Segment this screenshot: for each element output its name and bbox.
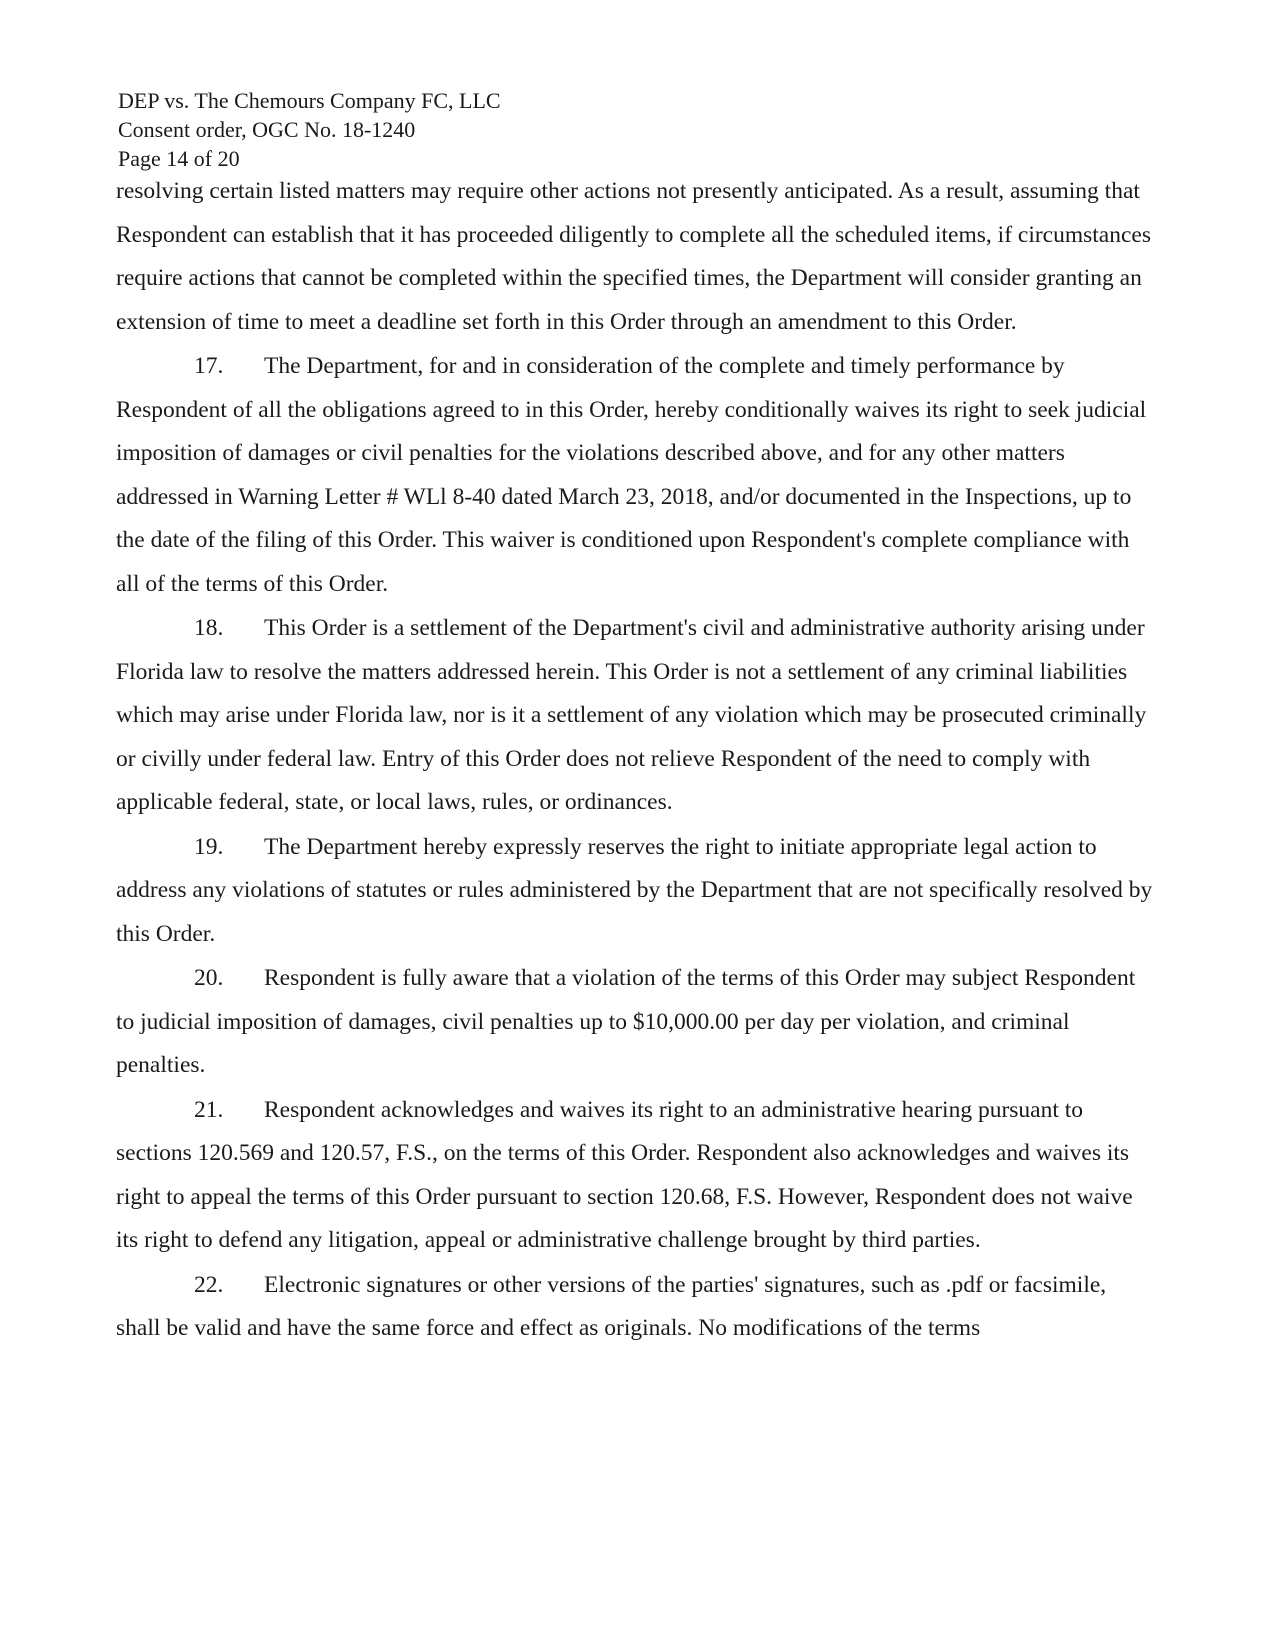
paragraph-text: This Order is a settlement of the Department's civil and administrative authority arising under Florida law to resolve the matters addressed herein. This Order is not a settlement of any criminal liabilities which may arise under Florida law, nor is it a settlement of any violation which may be prosecuted criminally or civilly under federal law. Entry of this Order does not relieve Respondent of the need to comply with applicable federal, state, or local laws, rules, or ordinances. [116, 615, 1147, 815]
paragraph-18 [116, 607, 1156, 825]
paragraph-text: The Department hereby expressly reserves the right to initiate appropriate legal action to address any violations of statutes or rules administered by the Department that are not specifically resolved by this Order. [116, 833, 1153, 947]
paragraph-number: 19. [194, 833, 224, 860]
paragraph-text: Respondent is fully aware that a violation of the terms of this Order may subject Respondent to judicial imposition of damages, civil penalties up to $10,000.00 per day per violation, and criminal penalties. [116, 965, 1136, 1078]
document-body [116, 170, 1156, 1351]
case-caption: DEP vs. The Chemours Company FC, LLC [118, 88, 501, 113]
continuation-paragraph: resolving certain listed matters may require other actions not presently anticipated. As a result, assuming that Respondent can establish that it has proceeded diligently to complete all the scheduled items, if circumstances require actions that cannot be completed within the specified times, the Department will consider granting an extension of time to meet a deadline set forth in this Order through an amendment to this Order. [116, 178, 1151, 335]
paragraph-number: 17. [194, 353, 224, 379]
paragraph-number: 21. [194, 1096, 224, 1123]
paragraph-number: 20. [194, 965, 224, 991]
document-header [118, 86, 501, 173]
paragraph-22 [116, 1264, 1156, 1351]
order-number: Consent order, OGC No. 18-1240 [118, 117, 416, 142]
paragraph-number: 18. [194, 615, 224, 641]
paragraph-text: Electronic signatures or other versions of the parties' signatures, such as .pdf or facsimile, shall be valid and have the same force and effect as originals. No modifications of the terms [116, 1271, 1107, 1341]
paragraph-text: Respondent acknowledges and waives its right to an administrative hearing pursuant to sections 120.569 and 120.57, F.S., on the terms of this Order. Respondent also acknowledges and waives its right to appeal the terms of this Order pursuant to section 120.68, F.S. However, Respondent does not waive its right to defend any litigation, appeal or administrative challenge brought by third parties. [116, 1096, 1133, 1253]
paragraph-17 [116, 345, 1156, 606]
paragraph-text: The Department, for and in consideration of the complete and timely performance by Respondent of all the obligations agreed to in this Order, hereby conditionally waives its right to seek judicial imposition of damages or civil penalties for the violations described above, and for any other matters addressed in Warning Letter # WLl 8-40 dated March 23, 2018, and/or documented in the Inspections, up to the date of the filing of this Order. This waiver is conditioned upon Respondent's complete compliance with all of the terms of this Order. [116, 353, 1147, 597]
page-number: Page 14 of 20 [118, 146, 240, 171]
paragraph-21 [116, 1089, 1156, 1263]
paragraph-19 [116, 826, 1156, 957]
paragraph-20 [116, 957, 1156, 1088]
paragraph-number: 22. [194, 1271, 224, 1298]
